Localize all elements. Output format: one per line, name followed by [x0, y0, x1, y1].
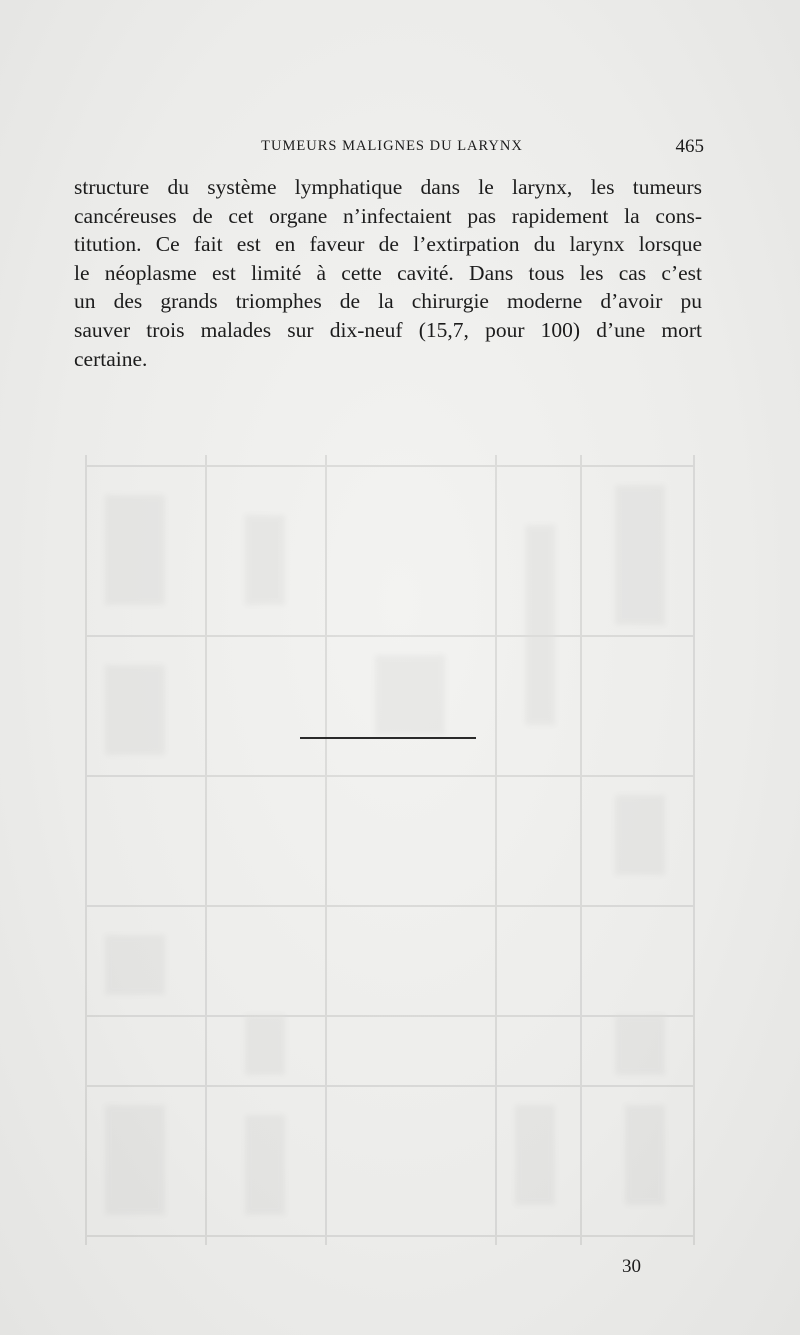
- page-header: [74, 136, 710, 160]
- text-line: cancéreuses de cet organe n’infectaient pas rapidement la cons-: [74, 203, 702, 228]
- text-line: certaine.: [74, 346, 148, 371]
- section-divider: [300, 737, 476, 739]
- text-line: sauver trois malades sur dix-neuf (15,7, pour 100) d’une mort: [74, 317, 702, 342]
- text-line: le néoplasme est limité à cette cavité. Dans tous les cas c’est: [74, 260, 702, 285]
- text-line: structure du système lymphatique dans le larynx, les tumeurs: [74, 175, 702, 199]
- bleed-through-table: [85, 455, 695, 1245]
- running-title: TUMEURS MALIGNES DU LARYNX: [261, 138, 523, 154]
- text-line: un des grands triomphes de la chirurgie moderne d’avoir pu: [74, 289, 702, 314]
- text-line: titution. Ce fait est en faveur de l’extirpation du larynx lorsque: [74, 232, 702, 257]
- signature-mark: 30: [622, 1256, 641, 1277]
- page-number: 465: [675, 136, 704, 157]
- body-paragraph: [74, 173, 702, 373]
